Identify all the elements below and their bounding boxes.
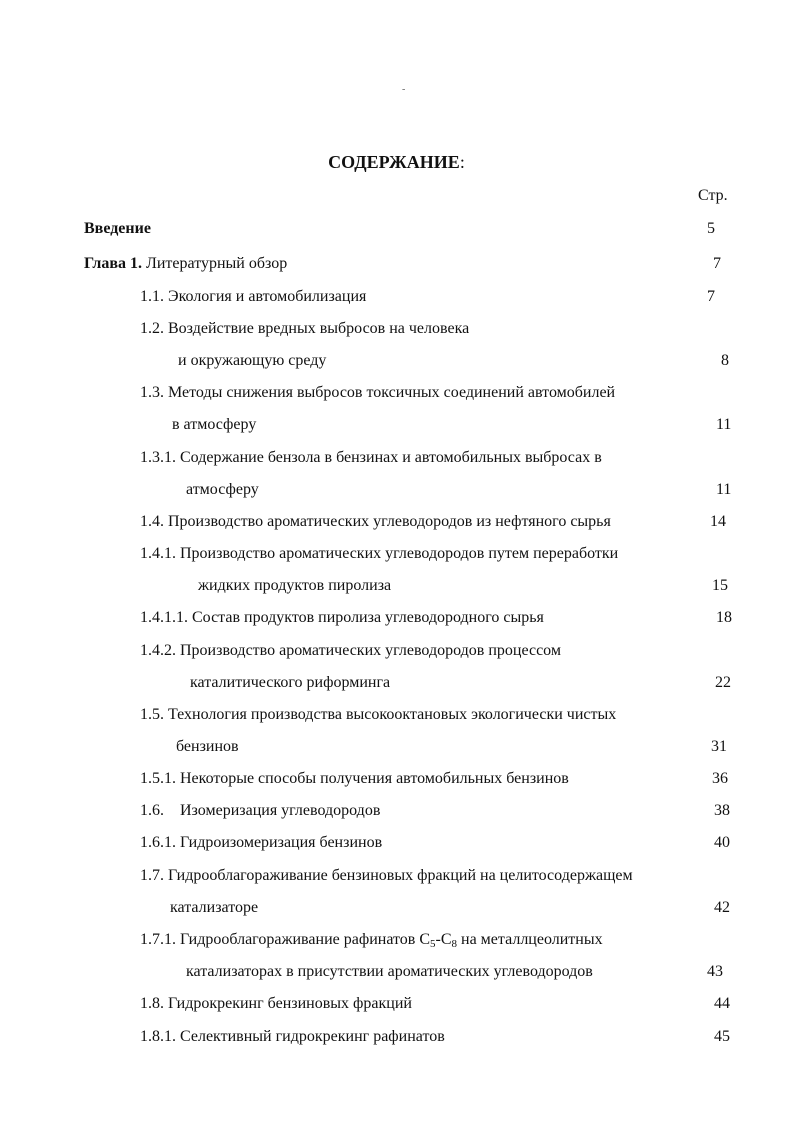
toc-entry-continuation [0,899,793,921]
toc-page: 40 [714,834,730,851]
toc-page: 31 [711,738,727,755]
toc-label: 1.5. Технология производства высокооктановых экологически чистых [140,706,617,723]
page-title [0,152,793,173]
toc-entry-continuation [0,481,793,503]
toc-label: 1.4.1. Производство ароматических углеводородов путем переработки [140,545,619,562]
toc-entry [0,513,793,535]
toc-entry [0,255,793,277]
scan-mark: - [402,84,406,95]
toc-label: 1.8.1. Селективный гидрокрекинг рафинатов [140,1028,445,1045]
toc-label-composite [140,931,603,950]
toc-entry [0,1028,793,1050]
toc-page: 22 [715,674,731,691]
toc-page: 5 [707,220,715,237]
toc-entry [0,220,793,242]
title-text: СОДЕРЖАНИЕ [328,152,460,172]
toc-page: 14 [710,513,726,530]
toc-page: 42 [714,899,730,916]
toc-label: 1.3.1. Содержание бензола в бензинах и автомобильных выбросах в [140,449,602,466]
toc-label: жидких продуктов пиролиза [198,577,392,594]
toc-label: катализаторе [170,899,259,916]
toc-page: 11 [716,481,732,498]
toc-entry [0,931,793,953]
toc-entry [0,642,793,664]
toc-page: 18 [716,609,732,626]
toc-entry-continuation [0,577,793,599]
subscript-5: 5 [430,938,436,950]
toc-label: 1.4. Производство ароматических углеводородов из нефтяного сырья [140,513,611,530]
toc-label-pre: 1.7.1. Гидрооблагораживание рафинатов С [140,931,431,948]
toc-label-post: на металлцеолитных [457,931,603,948]
toc-label: каталитического риформинга [190,674,391,691]
toc-entry [0,834,793,856]
toc-label: 1.3. Методы снижения выбросов токсичных соединений автомобилей [140,384,616,401]
toc-page: 15 [712,577,728,594]
toc-page: 36 [712,770,728,787]
toc-page: 44 [714,995,730,1012]
toc-label: 1.4.2. Производство ароматических углеводородов процессом [140,642,561,659]
toc-entry [0,802,793,824]
toc-entry [0,384,793,406]
toc-label: 1.2. Воздействие вредных выбросов на человека [140,320,470,337]
toc-page: 8 [721,352,729,369]
toc-entry [0,867,793,889]
toc-label: катализаторах в присутствии ароматических углеводородов [186,963,593,980]
subscript-8: 8 [451,938,458,950]
toc-label: атмосферу [186,481,259,498]
chapter-label: Глава 1. [84,255,142,272]
toc-entry [0,706,793,728]
page-column-header: Стр. [698,187,728,204]
toc-entry-continuation [0,416,793,438]
toc-label: 1.1. Экология и автомобилизация [140,288,367,305]
toc-label: 1.6. Изомеризация углеводородов [140,802,381,819]
toc-entry [0,609,793,631]
toc-label: 1.5.1. Некоторые способы получения автомобильных бензинов [140,770,569,787]
toc-label-mid: -С [435,931,452,948]
toc-page: 43 [707,963,723,980]
toc-label: в атмосферу [172,416,257,433]
toc-page: 38 [714,802,730,819]
toc-entry [0,288,793,310]
toc-label: и окружающую среду [178,352,327,369]
toc-entry [0,320,793,342]
toc-entry [0,995,793,1017]
title-colon: : [459,152,465,172]
toc-label: 1.4.1.1. Состав продуктов пиролиза углеводородного сырья [140,609,544,626]
toc-label: Литературный обзор [142,255,288,272]
toc-label: 1.6.1. Гидроизомеризация бензинов [140,834,383,851]
toc-entry-continuation [0,963,793,985]
toc-label: бензинов [176,738,239,755]
toc-entry-continuation [0,674,793,696]
toc-label: Введение [84,220,151,237]
toc-label: 1.8. Гидрокрекинг бензиновых фракций [140,995,412,1012]
toc-entry [0,770,793,792]
toc-page: 45 [714,1028,730,1045]
toc-page: 7 [707,288,715,305]
toc-page: 11 [716,416,732,433]
toc-entry-continuation [0,352,793,374]
toc-entry [0,449,793,471]
toc-entry [0,545,793,567]
toc-label: 1.7. Гидрооблагораживание бензиновых фракций на целитосодержащем [140,867,633,884]
toc-entry-continuation [0,738,793,760]
toc-page: 7 [713,255,721,272]
